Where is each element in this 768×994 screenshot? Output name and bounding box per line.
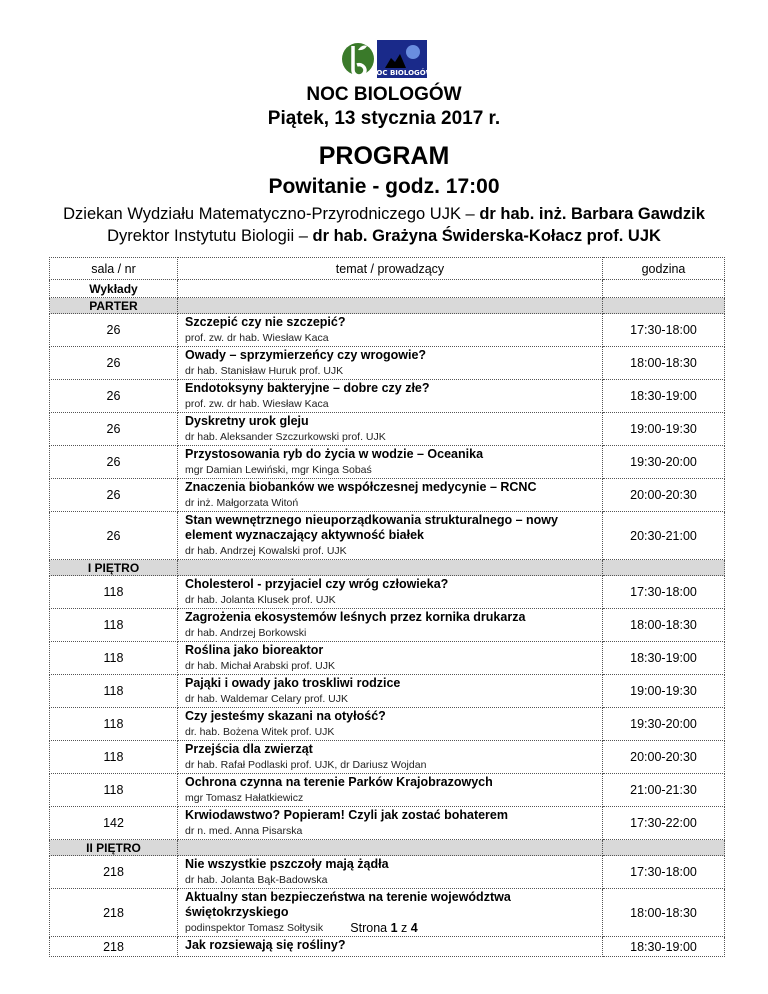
director-role: Dyrektor Instytutu Biologii – xyxy=(107,227,308,245)
talk-cell xyxy=(178,576,603,609)
table-row xyxy=(50,741,725,774)
logo xyxy=(0,40,768,78)
talk-time: 17:30-22:00 xyxy=(603,807,725,840)
floor-row xyxy=(50,298,725,314)
talk-title: Endotoksyny bakteryjne – dobre czy złe? xyxy=(185,381,430,395)
talk-time: 19:00-19:30 xyxy=(603,413,725,446)
talk-time: 18:30-19:00 xyxy=(603,642,725,675)
talk-title: Roślina jako bioreaktor xyxy=(185,643,324,657)
footer-sep: z xyxy=(401,921,408,935)
program-body xyxy=(50,298,725,957)
talk-time: 18:00-18:30 xyxy=(603,889,725,937)
talk-speaker: dr hab. Andrzej Borkowski xyxy=(185,627,307,639)
table-row xyxy=(50,380,725,413)
talk-cell xyxy=(178,708,603,741)
talk-cell xyxy=(178,774,603,807)
talk-title: Ochrona czynna na terenie Parków Krajobrazowych xyxy=(185,775,493,789)
talk-time: 18:30-19:00 xyxy=(603,937,725,957)
talk-cell xyxy=(178,512,603,560)
talk-time: 17:30-18:00 xyxy=(603,576,725,609)
floor-row xyxy=(50,840,725,856)
talk-speaker: dr n. med. Anna Pisarska xyxy=(185,825,303,837)
talk-cell xyxy=(178,856,603,889)
talk-cell xyxy=(178,380,603,413)
event-date: Piątek, 13 stycznia 2017 r. xyxy=(267,108,501,129)
page-footer xyxy=(0,921,768,935)
director-line xyxy=(0,227,768,246)
talk-time: 20:00-20:30 xyxy=(603,479,725,512)
talk-cell xyxy=(178,642,603,675)
table-row xyxy=(50,446,725,479)
talk-title: Znaczenia biobanków we współczesnej medycynie – RCNC xyxy=(185,480,537,494)
room-number: 118 xyxy=(50,576,178,609)
lectures-label: Wykłady xyxy=(50,280,178,298)
room-number: 218 xyxy=(50,937,178,957)
room-number: 142 xyxy=(50,807,178,840)
header-topic: temat / prowadzący xyxy=(178,258,603,280)
talk-speaker: podinspektor Tomasz Sołtysik xyxy=(185,922,324,934)
talk-speaker: mgr Damian Lewiński, mgr Kinga Sobaś xyxy=(185,464,372,476)
talk-title: Zagrożenia ekosystemów leśnych przez kornika drukarza xyxy=(185,610,526,624)
talk-time: 20:30-21:00 xyxy=(603,512,725,560)
talk-title: Stan wewnętrznego nieuporządkowania strukturalnego – nowy element wyznaczający aktywność białek xyxy=(185,513,558,542)
talk-speaker: dr inż. Małgorzata Witoń xyxy=(185,497,299,509)
talk-title: Nie wszystkie pszczoły mają żądła xyxy=(185,857,389,871)
talk-time: 17:30-18:00 xyxy=(603,314,725,347)
talk-title: Szczepić czy nie szczepić? xyxy=(185,315,346,329)
dean-line xyxy=(0,205,768,224)
talk-cell xyxy=(178,314,603,347)
talk-title: Pająki i owady jako troskliwi rodzice xyxy=(185,676,401,690)
event-title: NOC BIOLOGÓW xyxy=(306,84,462,105)
talk-cell xyxy=(178,741,603,774)
room-number: 26 xyxy=(50,413,178,446)
talk-title: Aktualny stan bezpieczeństwa na terenie województwa świętokrzyskiego xyxy=(185,890,511,919)
table-header-row xyxy=(50,258,725,280)
table-row xyxy=(50,642,725,675)
footer-prefix: Strona xyxy=(350,921,388,935)
talk-speaker xyxy=(185,953,602,956)
dean-role: Dziekan Wydziału Matematyczno-Przyrodniczego UJK – xyxy=(63,205,475,223)
header-room: sala / nr xyxy=(50,258,178,280)
talk-time: 18:30-19:00 xyxy=(603,380,725,413)
talk-time: 21:00-21:30 xyxy=(603,774,725,807)
svg-text:NOC BIOLOGÓW: NOC BIOLOGÓW xyxy=(370,69,434,77)
table-row xyxy=(50,937,725,957)
night-logo-icon xyxy=(370,40,434,78)
table-row xyxy=(50,512,725,560)
talk-title: Czy jesteśmy skazani na otyłość? xyxy=(185,709,386,723)
talk-speaker: dr. hab. Bożena Witek prof. UJK xyxy=(185,726,335,738)
room-number: 218 xyxy=(50,856,178,889)
talk-time: 18:00-18:30 xyxy=(603,609,725,642)
table-row xyxy=(50,479,725,512)
director-name: dr hab. Grażyna Świderska-Kołacz prof. UJK xyxy=(312,227,661,245)
talk-time: 19:30-20:00 xyxy=(603,446,725,479)
talk-title: Jak rozsiewają się rośliny? xyxy=(185,938,346,952)
table-row xyxy=(50,807,725,840)
room-number: 26 xyxy=(50,347,178,380)
floor-label: II PIĘTRO xyxy=(50,840,178,856)
room-number: 26 xyxy=(50,512,178,560)
floor-label: PARTER xyxy=(50,298,178,314)
talk-cell xyxy=(178,347,603,380)
talk-speaker: dr hab. Waldemar Celary prof. UJK xyxy=(185,693,349,705)
room-number: 118 xyxy=(50,774,178,807)
talk-speaker: dr hab. Jolanta Klusek prof. UJK xyxy=(185,594,336,606)
room-number: 26 xyxy=(50,479,178,512)
table-row xyxy=(50,413,725,446)
table-row xyxy=(50,675,725,708)
talk-time: 20:00-20:30 xyxy=(603,741,725,774)
floor-row xyxy=(50,560,725,576)
room-number: 26 xyxy=(50,314,178,347)
talk-speaker: prof. zw. dr hab. Wiesław Kaca xyxy=(185,332,329,344)
talk-cell xyxy=(178,479,603,512)
talk-title: Owady – sprzymierzeńcy czy wrogowie? xyxy=(185,348,427,362)
talk-cell xyxy=(178,446,603,479)
footer-page: 1 xyxy=(390,921,398,935)
talk-title: Dyskretny urok gleju xyxy=(185,414,309,428)
talk-time: 19:00-19:30 xyxy=(603,675,725,708)
talk-speaker: dr hab. Stanisław Huruk prof. UJK xyxy=(185,365,344,377)
talk-time: 19:30-20:00 xyxy=(603,708,725,741)
table-row xyxy=(50,708,725,741)
lectures-row xyxy=(50,280,725,298)
floor-label: I PIĘTRO xyxy=(50,560,178,576)
header-time: godzina xyxy=(603,258,725,280)
table-row xyxy=(50,576,725,609)
room-number: 26 xyxy=(50,380,178,413)
room-number: 118 xyxy=(50,609,178,642)
talk-cell xyxy=(178,937,603,957)
table-row xyxy=(50,314,725,347)
program-table xyxy=(49,257,725,957)
talk-time: 17:30-18:00 xyxy=(603,856,725,889)
table-row xyxy=(50,774,725,807)
welcome-heading: Powitanie - godz. 17:00 xyxy=(268,175,500,198)
room-number: 118 xyxy=(50,741,178,774)
footer-total: 4 xyxy=(410,921,418,935)
room-number: 26 xyxy=(50,446,178,479)
table-row xyxy=(50,609,725,642)
talk-speaker: dr hab. Michał Arabski prof. UJK xyxy=(185,660,335,672)
program-heading: PROGRAM xyxy=(318,142,450,170)
talk-speaker: prof. zw. dr hab. Wiesław Kaca xyxy=(185,398,329,410)
talk-speaker: dr hab. Rafał Podlaski prof. UJK, dr Dariusz Wojdan xyxy=(185,759,427,771)
talk-title: Cholesterol - przyjaciel czy wróg człowieka? xyxy=(185,577,449,591)
talk-cell xyxy=(178,609,603,642)
talk-speaker: dr hab. Aleksander Szczurkowski prof. UJK xyxy=(185,431,386,443)
room-number: 118 xyxy=(50,675,178,708)
table-row xyxy=(50,347,725,380)
table-row xyxy=(50,856,725,889)
talk-title: Przystosowania ryb do życia w wodzie – Oceanika xyxy=(185,447,484,461)
talk-cell xyxy=(178,807,603,840)
room-number: 218 xyxy=(50,889,178,937)
talk-speaker: dr hab. Andrzej Kowalski prof. UJK xyxy=(185,545,347,557)
talk-cell xyxy=(178,675,603,708)
talk-speaker: mgr Tomasz Hałatkiewicz xyxy=(185,792,304,804)
room-number: 118 xyxy=(50,642,178,675)
talk-title: Krwiodawstwo? Popieram! Czyli jak zostać bohaterem xyxy=(185,808,508,822)
talk-title: Przejścia dla zwierząt xyxy=(185,742,313,756)
talk-cell xyxy=(178,413,603,446)
talk-speaker: dr hab. Jolanta Bąk-Badowska xyxy=(185,874,328,886)
room-number: 118 xyxy=(50,708,178,741)
dean-name: dr hab. inż. Barbara Gawdzik xyxy=(479,205,705,223)
talk-time: 18:00-18:30 xyxy=(603,347,725,380)
